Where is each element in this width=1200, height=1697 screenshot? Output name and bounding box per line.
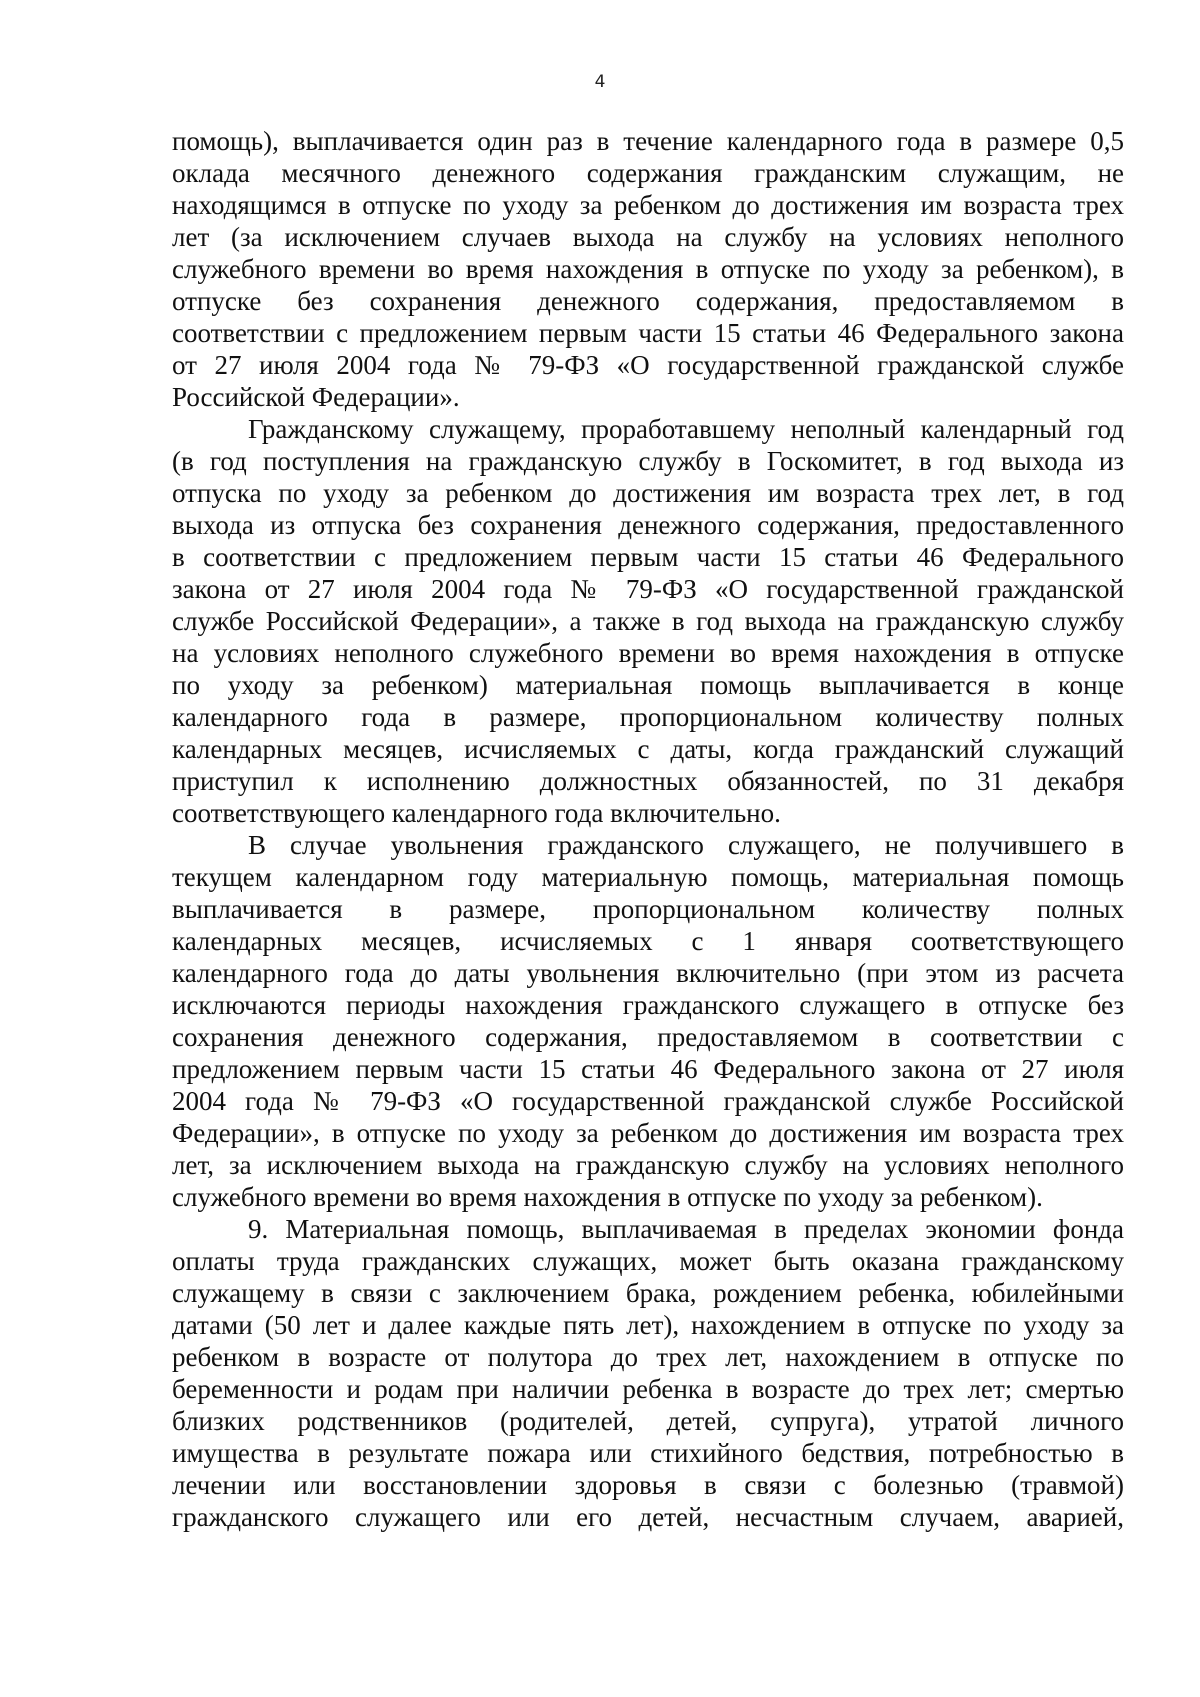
text-line: исключаются периоды нахождения гражданского служащего в отпуске без: [172, 990, 1124, 1020]
text-line: предложением первым части 15 статьи 46 Федерального закона от 27 июля: [172, 1054, 1124, 1084]
text-line: соответствующего календарного года включительно.: [172, 798, 781, 828]
text-line: приступил к исполнению должностных обязанностей, по 31 декабря: [172, 766, 1124, 796]
text-line: выхода из отпуска без сохранения денежного содержания, предоставленного: [172, 510, 1124, 540]
text-line: (в год поступления на гражданскую службу в Госкомитет, в год выхода из: [172, 446, 1124, 476]
text-line: лет (за исключением случаев выхода на службу на условиях неполного: [172, 222, 1124, 252]
text-line: в соответствии с предложением первым части 15 статьи 46 Федерального: [172, 542, 1124, 572]
text-line: 2004 года № 79-ФЗ «О государственной гражданской службе Российской: [172, 1086, 1124, 1116]
text-line: календарного года до даты увольнения включительно (при этом из расчета: [172, 958, 1124, 988]
text-line: беременности и родам при наличии ребенка в возрасте до трех лет; смертью: [172, 1374, 1124, 1404]
text-line: оклада месячного денежного содержания гражданским служащим, не: [172, 158, 1124, 188]
text-line: службе Российской Федерации», а также в год выхода на гражданскую службу: [172, 606, 1124, 636]
text-line: выплачивается в размере, пропорциональном количеству полных: [172, 894, 1124, 924]
text-line: Гражданскому служащему, проработавшему неполный календарный год: [248, 414, 1124, 444]
text-line: отпуска по уходу за ребенком до достижения им возраста трех лет, в год: [172, 478, 1124, 508]
text-line: на условиях неполного служебного времени во время нахождения в отпуске: [172, 638, 1124, 668]
text-line: служащему в связи с заключением брака, рождением ребенка, юбилейными: [172, 1278, 1124, 1308]
paragraph-3: [172, 829, 1124, 1213]
paragraph-2: [172, 413, 1124, 829]
text-line: календарного года в размере, пропорциональном количеству полных: [172, 702, 1124, 732]
text-line: Российской Федерации».: [172, 382, 460, 412]
text-line: Федерации», в отпуске по уходу за ребенком до достижения им возраста трех: [172, 1118, 1124, 1148]
document-body: [172, 125, 1124, 1533]
text-line: закона от 27 июля 2004 года № 79-ФЗ «О государственной гражданской: [172, 574, 1124, 604]
page-number: 4: [594, 72, 606, 92]
paragraph-1: [172, 125, 1124, 413]
text-line: гражданского служащего или его детей, несчастным случаем, аварией,: [172, 1502, 1124, 1532]
text-line: лет, за исключением выхода на гражданскую службу на условиях неполного: [172, 1150, 1124, 1180]
text-line: В случае увольнения гражданского служащего, не получившего в: [248, 830, 1124, 860]
text-line: 9. Материальная помощь, выплачиваемая в пределах экономии фонда: [248, 1214, 1124, 1244]
text-line: находящимся в отпуске по уходу за ребенком до достижения им возраста трех: [172, 190, 1124, 220]
text-line: календарных месяцев, исчисляемых с 1 января соответствующего: [172, 926, 1124, 956]
text-line: текущем календарном году материальную помощь, материальная помощь: [172, 862, 1124, 892]
text-line: оплаты труда гражданских служащих, может быть оказана гражданскому: [172, 1246, 1124, 1276]
text-line: лечении или восстановлении здоровья в связи с болезнью (травмой): [172, 1470, 1124, 1500]
text-line: помощь), выплачивается один раз в течение календарного года в размере 0,5: [172, 126, 1124, 156]
text-line: служебного времени во время нахождения в отпуске по уходу за ребенком).: [172, 1182, 1043, 1212]
text-line: календарных месяцев, исчисляемых с даты, когда гражданский служащий: [172, 734, 1124, 764]
text-line: от 27 июля 2004 года № 79-ФЗ «О государственной гражданской службе: [172, 350, 1124, 380]
text-line: отпуске без сохранения денежного содержания, предоставляемом в: [172, 286, 1124, 316]
text-line: по уходу за ребенком) материальная помощь выплачивается в конце: [172, 670, 1124, 700]
text-line: имущества в результате пожара или стихийного бедствия, потребностью в: [172, 1438, 1124, 1468]
text-line: датами (50 лет и далее каждые пять лет), нахождением в отпуске по уходу за: [172, 1310, 1124, 1340]
text-line: близких родственников (родителей, детей, супруга), утратой личного: [172, 1406, 1124, 1436]
paragraph-4: [172, 1213, 1124, 1533]
text-line: служебного времени во время нахождения в отпуске по уходу за ребенком), в: [172, 254, 1124, 284]
text-line: сохранения денежного содержания, предоставляемом в соответствии с: [172, 1022, 1124, 1052]
text-line: соответствии с предложением первым части 15 статьи 46 Федерального закона: [172, 318, 1124, 348]
text-line: ребенком в возрасте от полутора до трех лет, нахождением в отпуске по: [172, 1342, 1124, 1372]
